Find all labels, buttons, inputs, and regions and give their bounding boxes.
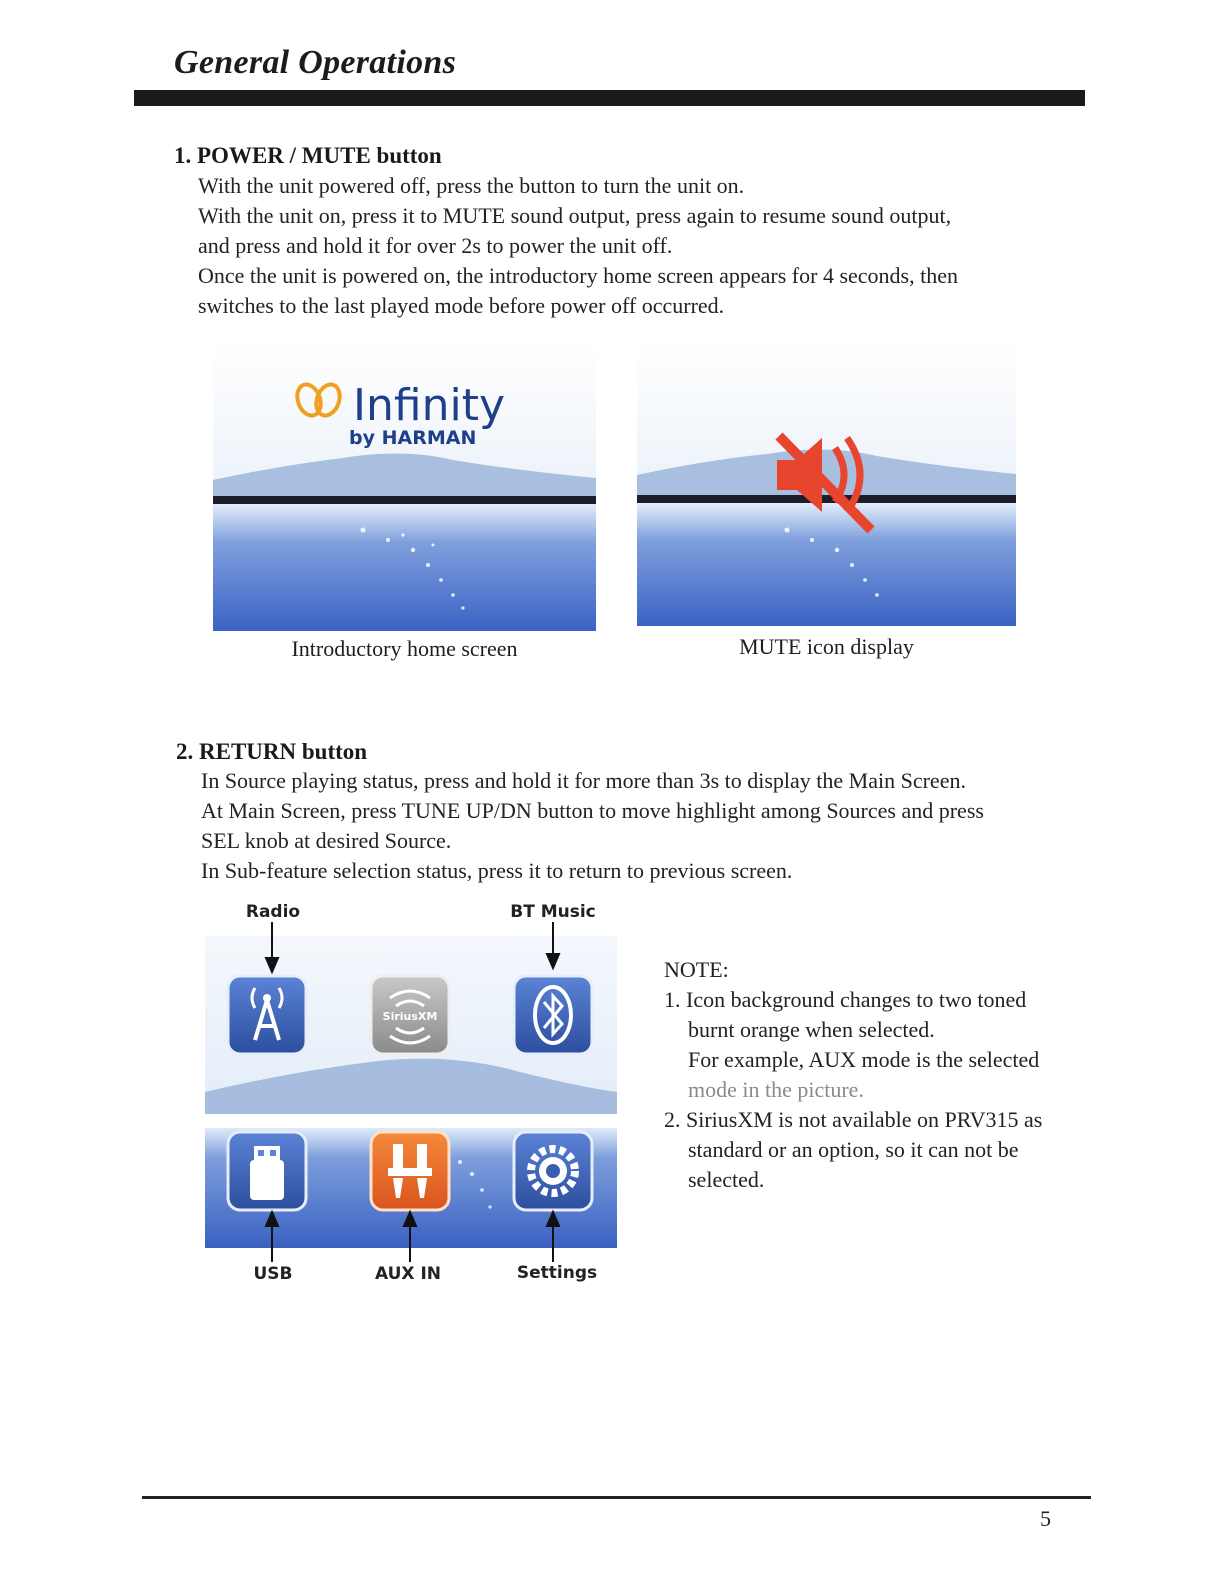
note-line: For example, AUX mode is the selected bbox=[688, 1047, 1040, 1072]
section2-line: SEL knob at desired Source. bbox=[201, 828, 452, 853]
siriusxm-icon bbox=[371, 976, 449, 1054]
note-line: burnt orange when selected. bbox=[688, 1017, 935, 1042]
section1-line: switches to the last played mode before power off occurred. bbox=[198, 293, 725, 318]
settings-label: Settings bbox=[516, 1263, 598, 1283]
harman-brand-text: by HARMAN bbox=[349, 427, 477, 449]
page-title: General Operations bbox=[174, 44, 457, 81]
bt-music-label: BT Music bbox=[510, 902, 596, 922]
note-line: 2. SiriusXM is not available on PRV315 as bbox=[664, 1107, 1043, 1132]
note-line: selected. bbox=[688, 1167, 765, 1192]
section2-line: At Main Screen, press TUNE UP/DN button to move highlight among Sources and press bbox=[201, 798, 984, 823]
main-screen-figure bbox=[200, 922, 622, 1267]
header-rule bbox=[134, 90, 1085, 106]
usb-icon bbox=[228, 1132, 306, 1210]
infinity-brand-text: Infinity bbox=[353, 380, 505, 431]
section1-heading: 1. POWER / MUTE button bbox=[174, 143, 442, 168]
section1-body bbox=[198, 171, 958, 321]
note-line: 1. Icon background changes to two toned bbox=[664, 987, 1027, 1012]
aux-in-icon bbox=[371, 1132, 449, 1210]
section1-line: and press and hold it for over 2s to power the unit off. bbox=[198, 233, 673, 258]
siriusxm-icon-text: SiriusXM bbox=[382, 1010, 438, 1023]
aux-in-label: AUX IN bbox=[374, 1264, 442, 1284]
section2-line: In Source playing status, press and hold it for more than 3s to display the Main Screen. bbox=[201, 768, 966, 793]
section2-body bbox=[201, 766, 984, 886]
section1-line: With the unit powered off, press the button to turn the unit on. bbox=[198, 173, 745, 198]
usb-label: USB bbox=[253, 1264, 293, 1284]
radio-label: Radio bbox=[245, 902, 301, 922]
mute-screen-caption: MUTE icon display bbox=[739, 634, 914, 659]
section1-line: Once the unit is powered on, the introductory home screen appears for 4 seconds, then bbox=[198, 263, 958, 288]
settings-icon bbox=[514, 1132, 592, 1210]
footer-rule bbox=[142, 1496, 1091, 1499]
radio-icon bbox=[228, 976, 306, 1054]
mute-icon-screen bbox=[637, 340, 1016, 626]
section2-heading: 2. RETURN button bbox=[176, 739, 368, 764]
section1-line: With the unit on, press it to MUTE sound output, press again to resume sound output, bbox=[198, 203, 952, 228]
note-line: mode in the picture. bbox=[688, 1077, 864, 1102]
note-title: NOTE: bbox=[664, 957, 729, 982]
intro-screen-caption: Introductory home screen bbox=[291, 636, 518, 661]
note-block bbox=[664, 955, 1042, 1195]
intro-home-screen bbox=[213, 340, 596, 631]
note-line: standard or an option, so it can not be bbox=[688, 1137, 1019, 1162]
section2-line: In Sub-feature selection status, press it to return to previous screen. bbox=[201, 858, 793, 883]
page-number: 5 bbox=[1040, 1506, 1051, 1531]
bt-music-icon bbox=[514, 976, 592, 1054]
